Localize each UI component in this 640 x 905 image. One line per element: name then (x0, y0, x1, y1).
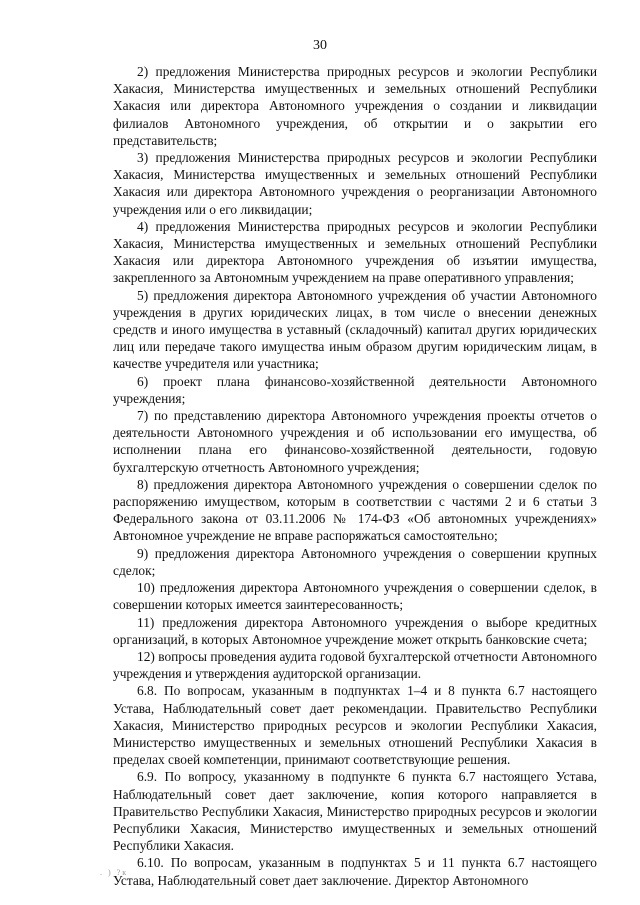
paragraph-item-9: 9) предложения директора Автономного учреждения о совершении крупных сделок; (113, 545, 597, 578)
page-number: 30 (313, 38, 327, 53)
footer-scan-mark: . ) ?к (100, 868, 129, 877)
paragraph-item-11: 11) предложения директора Автономного учреждения о выборе кредитных организаций, в которых Автономное учреждение может открыть банковские счета; (113, 614, 597, 647)
paragraph-item-7: 7) по представлению директора Автономного учреждения проекты отчетов о деятельности Автономного учреждения и об использовании его имущества, об исполнении плана его финансово-хозяйственной деятельности, годовую бухгалтерскую отчетность Автономного учреждения; (113, 408, 597, 475)
clause-6-10: 6.10. По вопросам, указанным в подпунктах 5 и 11 пункта 6.7 настоящего Устава, Наблюдательный совет дает заключение. Директор Автономного (113, 855, 597, 888)
document-body (113, 63, 597, 889)
paragraph-item-2: 2) предложения Министерства природных ресурсов и экологии Республики Хакасия, Министерства имущественных и земельных отношений Республики Хакасия или директора Автономного учреждения о создании и ликвидации филиалов Автономного учреждения, об открытии и о закрытии его представительств; (113, 64, 597, 148)
paragraph-item-5: 5) предложения директора Автономного учреждения об участии Автономного учреждения в других юридических лицах, в том числе о внесении денежных средств и иного имущества в уставный (складочный) капитал других юридических лиц или передаче такого имущества иным образом другим юридическим лицам, в качестве учредителя или участника; (113, 287, 597, 372)
paragraph-item-3: 3) предложения Министерства природных ресурсов и экологии Республики Хакасия, Министерства имущественных и земельных отношений Республики Хакасия или директора Автономного учреждения о реорганизации Автономного учреждения или о его ликвидации; (113, 150, 597, 217)
clause-6-8: 6.8. По вопросам, указанным в подпунктах 1–4 и 8 пункта 6.7 настоящего Устава, Наблюдательный совет дает рекомендации. Правительство Республики Хакасия, Министерство природных ресурсов и экологии Республики Хакасия, Министерство имущественных и земельных отношений Республики Хакасия в пределах своей компетенции, принимают соответствующие решения. (113, 683, 597, 768)
paragraph-item-10: 10) предложения директора Автономного учреждения о совершении сделок, в совершении которых имеется заинтересованность; (113, 580, 597, 613)
paragraph-item-12: 12) вопросы проведения аудита годовой бухгалтерской отчетности Автономного учреждения и утверждения аудиторской организации. (113, 648, 597, 682)
clause-6-9: 6.9. По вопросу, указанному в подпункте 6 пункта 6.7 настоящего Устава, Наблюдательный совет дает заключение, копия которого направляется в Правительство Республики Хакасия, Министерство природных ресурсов и экологии Республики Хакасия, Министерство имущественных и земельных отношений Республики Хакасия. (113, 769, 597, 854)
paragraph-item-4: 4) предложения Министерства природных ресурсов и экологии Республики Хакасия, Министерства имущественных и земельных отношений Республики Хакасия или директора Автономного учреждения об изъятии имущества, закрепленного за Автономным учреждением на праве оперативного управления; (113, 218, 597, 286)
paragraph-item-6: 6) проект плана финансово-хозяйственной деятельности Автономного учреждения; (113, 373, 597, 406)
paragraph-item-8: 8) предложения директора Автономного учреждения о совершении сделок по распоряжению имуществом, которым в соответствии с частями 2 и 6 статьи 3 Федерального закона от 03.11.2006 № 174-ФЗ «Об автономных учреждениях» Автономное учреждение не вправе распоряжаться самостоятельно; (113, 476, 597, 544)
